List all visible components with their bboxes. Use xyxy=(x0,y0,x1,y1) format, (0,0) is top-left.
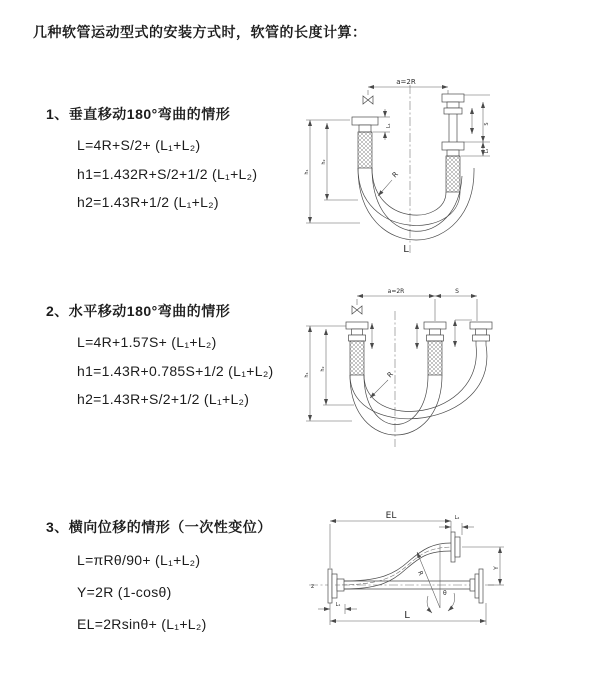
section-lateral-displacement xyxy=(46,517,272,640)
radius-construction xyxy=(416,545,455,613)
dim-label-el: EL xyxy=(385,511,397,521)
hose-curves xyxy=(350,345,487,435)
radius-leader xyxy=(370,370,395,398)
braided-hose xyxy=(428,341,442,375)
formula-line: Y=2R (1-cosθ) xyxy=(77,584,172,600)
dim-label-y: Y xyxy=(493,566,500,570)
dim-l1 xyxy=(318,602,357,614)
left-flange xyxy=(328,569,344,603)
curved-hose xyxy=(335,543,455,589)
dim-label-l1: L₁ xyxy=(335,602,341,608)
page-title: 几种软管运动型式的安装方式时，软管的长度计算： xyxy=(33,24,367,40)
section-horizontal-movement xyxy=(46,301,274,414)
upper-flange xyxy=(451,532,460,562)
dim-s xyxy=(435,288,477,321)
dim-l2 xyxy=(439,515,474,535)
formula-line: h2=1.43R+1/2 (L₁+L₂) xyxy=(77,194,219,211)
right-flange xyxy=(470,569,483,603)
radius-label: R xyxy=(416,570,425,577)
right-fitting xyxy=(442,94,464,192)
dim-a2r xyxy=(357,288,435,321)
radius-leader xyxy=(378,170,400,196)
dim-label-h2: h₂ xyxy=(320,366,326,372)
dim-l2 xyxy=(461,142,490,156)
section-2-formulas xyxy=(46,328,274,414)
dim-label-h2: h₂ xyxy=(321,159,327,165)
theta-label: θ xyxy=(443,590,447,597)
section-1-heading: 1、垂直移动180°弯曲的情形 xyxy=(46,106,231,122)
dim-label-l1: L₁ xyxy=(386,123,392,128)
middle-fitting xyxy=(424,322,446,375)
right-fitting xyxy=(470,322,492,345)
hose-centerline xyxy=(335,547,455,585)
length-label: L xyxy=(403,244,409,255)
axis-mark: z xyxy=(311,583,315,590)
dim-s xyxy=(464,95,490,142)
dim-h1 xyxy=(304,326,352,421)
radius-label: R xyxy=(385,370,395,380)
left-fitting xyxy=(346,322,368,375)
formula-line: L=4R+S/2+ (L₁+L₂) xyxy=(77,137,201,154)
dim-h2 xyxy=(321,123,358,200)
dim-label-l2: L₂ xyxy=(484,148,490,154)
dim-label-a2r: a=2R xyxy=(387,288,405,295)
formula-line: L=4R+1.57S+ (L₁+L₂) xyxy=(77,334,217,351)
braided-hose xyxy=(358,132,372,168)
diagram-vertical-180-bend xyxy=(300,72,550,260)
formula-line: EL=2Rsinθ+ (L₁+L₂) xyxy=(77,616,207,632)
valve-icon xyxy=(363,96,373,104)
dim-h1 xyxy=(304,120,360,223)
formula-line: L=πRθ/90+ (L₁+L₂) xyxy=(77,552,201,568)
braided-hose xyxy=(350,341,364,375)
dim-el xyxy=(330,511,451,568)
dim-label-h1: h₁ xyxy=(304,169,310,175)
formula-line: h1=1.432R+S/2+1/2 (L₁+L₂) xyxy=(77,165,258,182)
radius-label: R xyxy=(390,170,400,180)
diagram-lateral-displacement xyxy=(305,508,525,643)
dim-l xyxy=(330,603,486,625)
section-3-formulas xyxy=(46,544,272,640)
valve-icon xyxy=(352,306,362,314)
section-vertical-movement xyxy=(46,104,257,217)
section-2-heading: 2、水平移动180°弯曲的情形 xyxy=(46,303,231,319)
dim-label-a2r: a=2R xyxy=(396,78,416,86)
left-fitting xyxy=(352,117,378,168)
braided-hose xyxy=(446,156,460,192)
dim-label-s: S xyxy=(455,288,459,295)
dim-label-s: S xyxy=(484,122,490,126)
dim-label-l2: L₂ xyxy=(454,515,460,521)
diagram-horizontal-180-bend xyxy=(300,283,550,458)
formula-line: h1=1.43R+0.785S+1/2 (L₁+L₂) xyxy=(77,362,274,379)
dim-fitting-lengths xyxy=(372,320,472,349)
dim-a2r xyxy=(368,78,448,95)
section-3-heading: 3、横向位移的情形（一次性变位） xyxy=(46,519,272,535)
section-1-formulas xyxy=(46,131,257,217)
formula-line: h2=1.43R+S/2+1/2 (L₁+L₂) xyxy=(77,391,250,408)
dim-label-l: L xyxy=(404,610,410,621)
dim-label-h1: h₁ xyxy=(304,372,310,378)
